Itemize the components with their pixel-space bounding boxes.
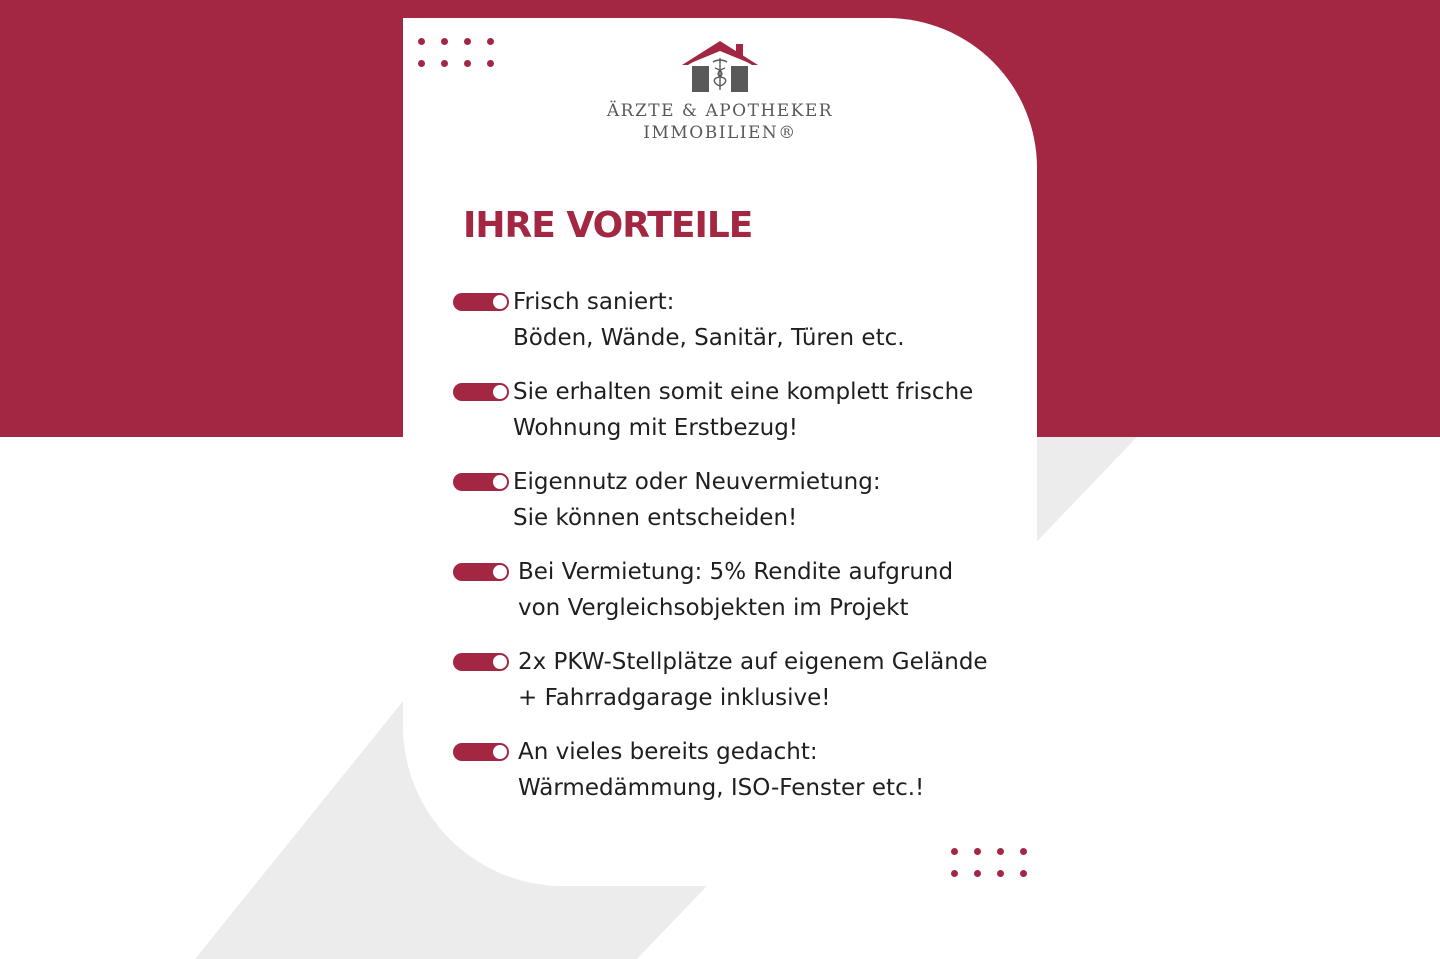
house-caduceus-icon	[680, 38, 760, 94]
logo	[403, 38, 1037, 144]
logo-text-line1: ÄRZTE & APOTHEKER	[606, 101, 834, 121]
benefit-line1: Eigennutz oder Neuvermietung:	[513, 469, 881, 495]
benefit-item	[453, 290, 1033, 380]
benefit-item	[453, 560, 1033, 650]
benefit-item	[453, 650, 1033, 740]
benefit-line1: An vieles bereits gedacht:	[518, 739, 818, 765]
toggle-on-icon	[453, 293, 509, 311]
benefits-list	[453, 290, 1033, 830]
dot-pattern-bottom	[951, 848, 1027, 877]
benefit-line2: + Fahrradgarage inklusive!	[518, 685, 831, 711]
toggle-on-icon	[453, 653, 509, 671]
benefit-item	[453, 380, 1033, 470]
benefit-line1: Bei Vermietung: 5% Rendite aufgrund	[518, 559, 954, 585]
benefits-card	[403, 18, 1037, 886]
logo-text-line2: IMMOBILIEN®	[643, 123, 797, 143]
section-heading: IHRE VORTEILE	[463, 205, 753, 246]
toggle-on-icon	[453, 563, 509, 581]
benefit-line1: Frisch saniert:	[513, 289, 675, 315]
benefit-line2: von Vergleichsobjekten im Projekt	[518, 595, 909, 621]
toggle-on-icon	[453, 743, 509, 761]
benefit-item	[453, 740, 1033, 830]
benefit-line2: Wohnung mit Erstbezug!	[513, 415, 799, 441]
benefit-line1: Sie erhalten somit eine komplett frische	[513, 379, 974, 405]
toggle-on-icon	[453, 473, 509, 491]
benefit-item	[453, 470, 1033, 560]
benefit-line2: Sie können entscheiden!	[513, 505, 798, 531]
benefit-line1: 2x PKW-Stellplätze auf eigenem Gelände	[518, 649, 988, 675]
benefit-line2: Böden, Wände, Sanitär, Türen etc.	[513, 325, 905, 351]
toggle-on-icon	[453, 383, 509, 401]
benefit-line2: Wärmedämmung, ISO-Fenster etc.!	[518, 775, 925, 801]
